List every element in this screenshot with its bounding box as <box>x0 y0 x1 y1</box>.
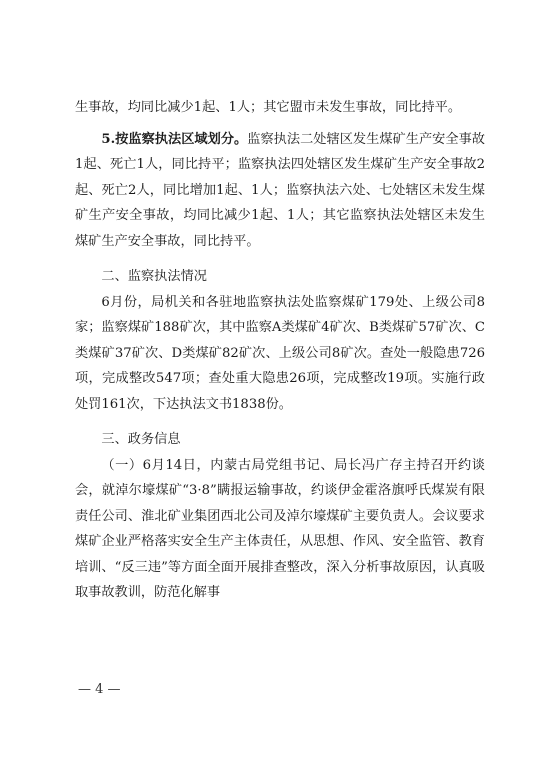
paragraph-by-region <box>75 127 485 255</box>
section-heading-inspection: 二、监察执法情况 <box>101 269 207 284</box>
page-number: — 4 — <box>78 682 121 697</box>
section-heading-government-info: 三、政务信息 <box>101 432 181 447</box>
document-body <box>75 95 485 606</box>
paragraph-government-info: （一）6月14日，内蒙古局党组书记、局长冯广存主持召开约谈会，就淖尔壕煤矿“3·8”瞒报运输事故，约谈伊金霍洛旗呼氏煤炭有限责任公司、淮北矿业集团西北公司及淖尔壕煤矿主要负责人。会议要求煤矿企业严格落实安全生产主体责任，从思想、作风、安全监管、教育培训、“反三违”等方面全面开展排查整改，深入分析事故原因，认真吸取事故教训，防范化解事 <box>75 457 485 600</box>
paragraph-lead-bold: 5.按监察执法区域划分。 <box>101 131 248 147</box>
paragraph-inspection-stats: 6月份，局机关和各驻地监察执法处监察煤矿179处、上级公司8家；监察煤矿188矿次，其中监察A类煤矿4矿次、B类煤矿57矿次、C类煤矿37矿次、D类煤矿82矿次、上级公司8矿次。查处一般隐患726项，完成整改547项；查处重大隐患26项，完成整改19项。实施行政处罚161次，下达执法文书1838份。 <box>75 294 485 412</box>
paragraph-by-region-body: 监察执法二处辖区发生煤矿生产安全事故1起、死亡1人，同比持平；监察执法四处辖区发生煤矿生产安全事故2起、死亡2人，同比增加1起、1人；监察执法六处、七处辖区未发生煤矿生产安全事故，均同比减少1起、1人；其它监察执法处辖区未发生煤矿生产安全事故，同比持平。 <box>75 131 485 249</box>
paragraph-accident-continuation: 生事故，均同比减少1起、1人；其它盟市未发生事故，同比持平。 <box>75 100 462 115</box>
